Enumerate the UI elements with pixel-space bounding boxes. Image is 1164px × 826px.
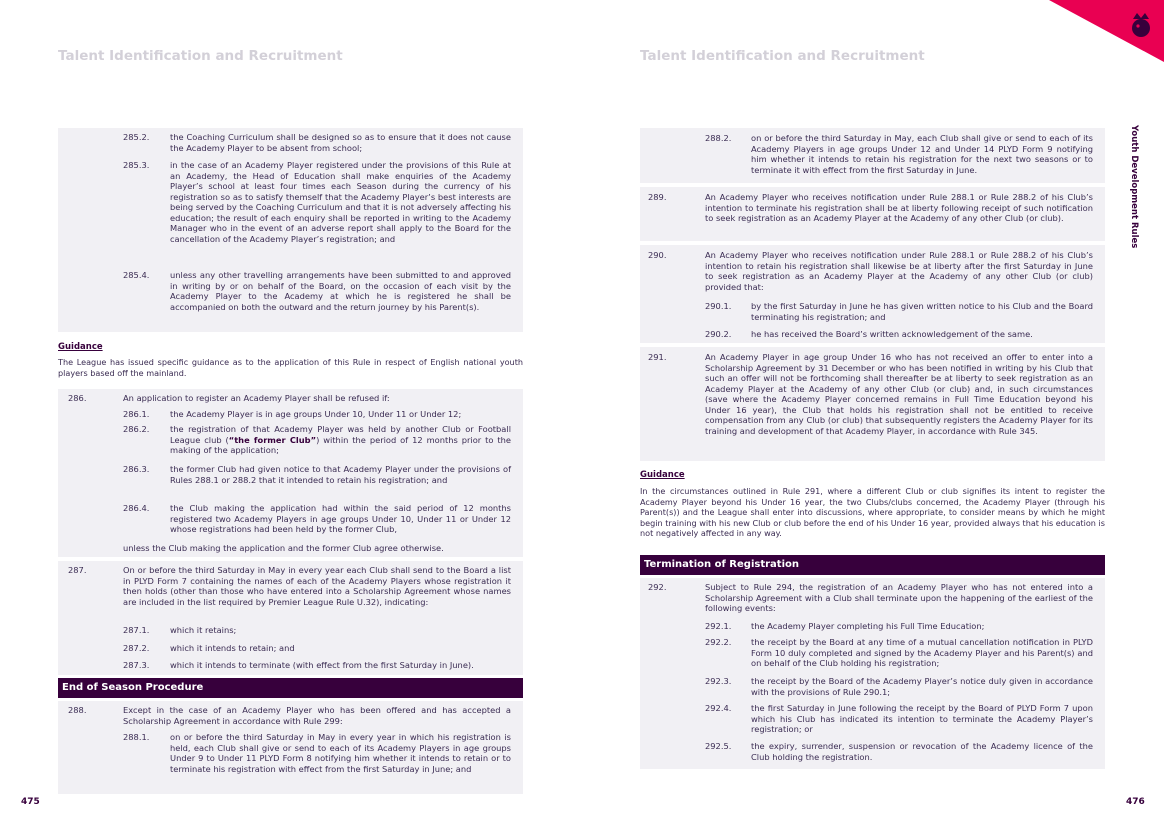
- rule-number: 285.2.: [123, 132, 150, 142]
- rule-number: 292.1.: [705, 621, 732, 631]
- rule-text: in the case of an Academy Player registered under the provisions of this Rule at an Academy, the Head of Education shall make enquiries of the Academy Player’s school at least four times each Season during the currency of his registration so as to satisfy themself that the Academy Player’s best interests are being served by the Coaching Curriculum and that it is not adversely affecting his education; the result of each enquiry shall be reported in writing to the Academy Manager who in the event of an adverse report shall apply to the Board for the cancellation of the Academy Player’s registration; and: [170, 160, 511, 244]
- rule-number: 286.2.: [123, 424, 150, 434]
- rule-288-box: [58, 701, 523, 794]
- rule-text: An application to register an Academy Player shall be refused if:: [123, 393, 390, 403]
- rule-number: 286.: [68, 393, 87, 403]
- rule-number: 292.: [648, 582, 667, 592]
- section-side-label: Youth Development Rules: [1129, 125, 1139, 249]
- rule-text: on or before the third Saturday in May in every year in which his registration is held, each Club shall give or send to each of its Academy Players in age groups Under 9 to Under 11 PLYD Form 8 notifying him whether it intends to retain or to terminate his registration with effect from the first Saturday in June; and: [170, 732, 511, 774]
- rule-text: which it retains;: [170, 625, 237, 635]
- rule-text: he has received the Board’s written acknowledgement of the same.: [751, 329, 1033, 339]
- rule-text: which it intends to terminate (with effect from the first Saturday in June).: [170, 660, 474, 670]
- rule-text: the receipt by the Board at any time of a mutual cancellation notification in PLYD Form 10 duly completed and signed by the Academy Player and his Parent(s) and on behalf of the Club holding his registration;: [751, 637, 1093, 668]
- rule-number: 291.: [648, 352, 667, 362]
- rule-number: 286.3.: [123, 464, 150, 474]
- page-number-right: 476: [1126, 797, 1145, 807]
- rule-text: Except in the case of an Academy Player who has been offered and has accepted a Scholarship Agreement in accordance with Rule 299:: [123, 705, 511, 726]
- rule-number: 287.: [68, 565, 87, 575]
- page-header-right: Talent Identification and Recruitment: [640, 48, 925, 64]
- rule-number: 288.1.: [123, 732, 150, 742]
- rule-285-box: [58, 128, 523, 332]
- rule-text: An Academy Player in age group Under 16 who has not received an offer to enter into a Scholarship Agreement by 31 December or who has been notified in writing by his Club that such an offer will not be forthcoming shall thereafter be at liberty to seek registration as an Academy Player at the Academy of any other Club (or club) and, in such circumstances (save where the Academy Player concerned remains in Full Time Education beyond his Under 16 year), the Club that holds his registration shall not be entitled to receive compensation from any Club (or club) that subsequently registers the Academy Player for its training and development of that Academy Player, in accordance with Rule 345.: [705, 352, 1093, 436]
- rule-text: An Academy Player who receives notification under Rule 288.1 or Rule 288.2 of his Club’s intention to retain his registration shall likewise be at liberty after the first Saturday in June to seek registration as an Academy Player at the Academy of any other Club (or club) provided that:: [705, 250, 1093, 292]
- rule-number: 287.1.: [123, 625, 150, 635]
- section-bar-termination: Termination of Registration: [640, 555, 1105, 575]
- rule-number: 286.1.: [123, 409, 150, 419]
- rule-text: by the first Saturday in June he has given written notice to his Club and the Board terminating his registration; and: [751, 301, 1093, 322]
- rule-text: the expiry, surrender, suspension or revocation of the Academy licence of the Club holding the registration.: [751, 741, 1093, 762]
- corner-decoration: [1024, 0, 1164, 70]
- rule-number: 290.2.: [705, 329, 732, 339]
- rule-number: 292.3.: [705, 676, 732, 686]
- rule-text: unless the Club making the application and the former Club agree otherwise.: [123, 543, 444, 553]
- guidance-text: In the circumstances outlined in Rule 291, where a different Club or club signifies its intent to register the Academy Player beyond his Under 16 year, the two Clubs/clubs concerned, the Academy Player (through his Parent(s)) and the League shall enter into discussions, where appropriate, to consider means by which he might begin training with his new Club or club before the end of his Under 16 year, provided always that his education is not negatively affected in any way.: [640, 486, 1105, 538]
- guidance-heading: Guidance: [640, 470, 685, 480]
- rule-number: 292.4.: [705, 703, 732, 713]
- rule-text: unless any other travelling arrangements have been submitted to and approved in writing by or on behalf of the Board, on the occasion of each visit by the Academy Player to the Academy at which he is registered he shall be accompanied on both the outward and the return journey by his Parent(s).: [170, 270, 511, 312]
- rule-number: 286.4.: [123, 503, 150, 513]
- rule-number: 292.5.: [705, 741, 732, 751]
- rule-text: on or before the third Saturday in May, each Club shall give or send to each of its Academy Players in age groups Under 12 and Under 14 PLYD Form 9 notifying him whether it intends to retain his registration for the next two seasons or to terminate it with effect from the first Saturday in June.: [751, 133, 1093, 175]
- rule-text: the Academy Player is in age groups Under 10, Under 11 or Under 12;: [170, 409, 462, 419]
- rule-text: Subject to Rule 294, the registration of an Academy Player who has not entered into a Scholarship Agreement with a Club shall terminate upon the happening of the earliest of the following events:: [705, 582, 1093, 613]
- rule-text: the former Club had given notice to that Academy Player under the provisions of Rules 288.1 or 288.2 that it intended to retain his registration; and: [170, 464, 511, 485]
- guidance-heading: Guidance: [58, 342, 103, 352]
- page-number-left: 475: [21, 797, 40, 807]
- rule-text: On or before the third Saturday in May in every year each Club shall send to the Board a list in PLYD Form 7 containing the names of each of the Academy Players whose registration it then holds (other than those who have entered into a Scholarship Agreement whose names are included in the list required by Premier League Rule U.32), indicating:: [123, 565, 511, 607]
- rule-text: the first Saturday in June following the receipt by the Board of PLYD Form 7 upon which his Club has indicated its intention to terminate the Academy Player’s registration; or: [751, 703, 1093, 734]
- rule-291-box: [640, 347, 1105, 461]
- rule-number: 292.2.: [705, 637, 732, 647]
- rule-288-2-box: [640, 128, 1105, 183]
- rule-text: the Academy Player completing his Full Time Education;: [751, 621, 985, 631]
- rule-number: 290.: [648, 250, 667, 260]
- defined-term: “the former Club”: [228, 434, 317, 445]
- rule-292-box: [640, 578, 1105, 769]
- rule-text: An Academy Player who receives notification under Rule 288.1 or Rule 288.2 of his Club’s intention to terminate his registration shall be at liberty following receipt of such notification to seek registration as an Academy Player at the Academy of any other Club (or club).: [705, 192, 1093, 223]
- rule-287-box: [58, 561, 523, 675]
- rule-number: 287.3.: [123, 660, 150, 670]
- rule-289-box: [640, 187, 1105, 241]
- guidance-text: The League has issued specific guidance as to the application of this Rule in respect of English national youth players based off the mainland.: [58, 357, 523, 378]
- rule-number: 285.4.: [123, 270, 150, 280]
- rule-number: 285.3.: [123, 160, 150, 170]
- rule-286-box: [58, 389, 523, 557]
- rule-number: 289.: [648, 192, 667, 202]
- page-header-left: Talent Identification and Recruitment: [58, 48, 343, 64]
- rule-text: the receipt by the Board of the Academy Player’s notice duly given in accordance with the provisions of Rule 290.1;: [751, 676, 1093, 697]
- rule-text: the Coaching Curriculum shall be designed so as to ensure that it does not cause the Academy Player to be absent from school;: [170, 132, 511, 153]
- rule-number: 287.2.: [123, 643, 150, 653]
- rule-number: 290.1.: [705, 301, 732, 311]
- rule-290-box: [640, 245, 1105, 343]
- rule-number: 288.: [68, 705, 87, 715]
- section-bar-end-of-season: End of Season Procedure: [58, 678, 523, 698]
- rule-number: 288.2.: [705, 133, 732, 143]
- rule-text: the registration of that Academy Player was held by another Club or Football League club (“the former Club”) within the period of 12 months prior to the making of the application;: [170, 424, 511, 455]
- rule-text: which it intends to retain; and: [170, 643, 295, 653]
- rule-text: the Club making the application had within the said period of 12 months registered two Academy Players in age groups Under 10, Under 11 or Under 12 whose registrations had been held by the former Club,: [170, 503, 511, 534]
